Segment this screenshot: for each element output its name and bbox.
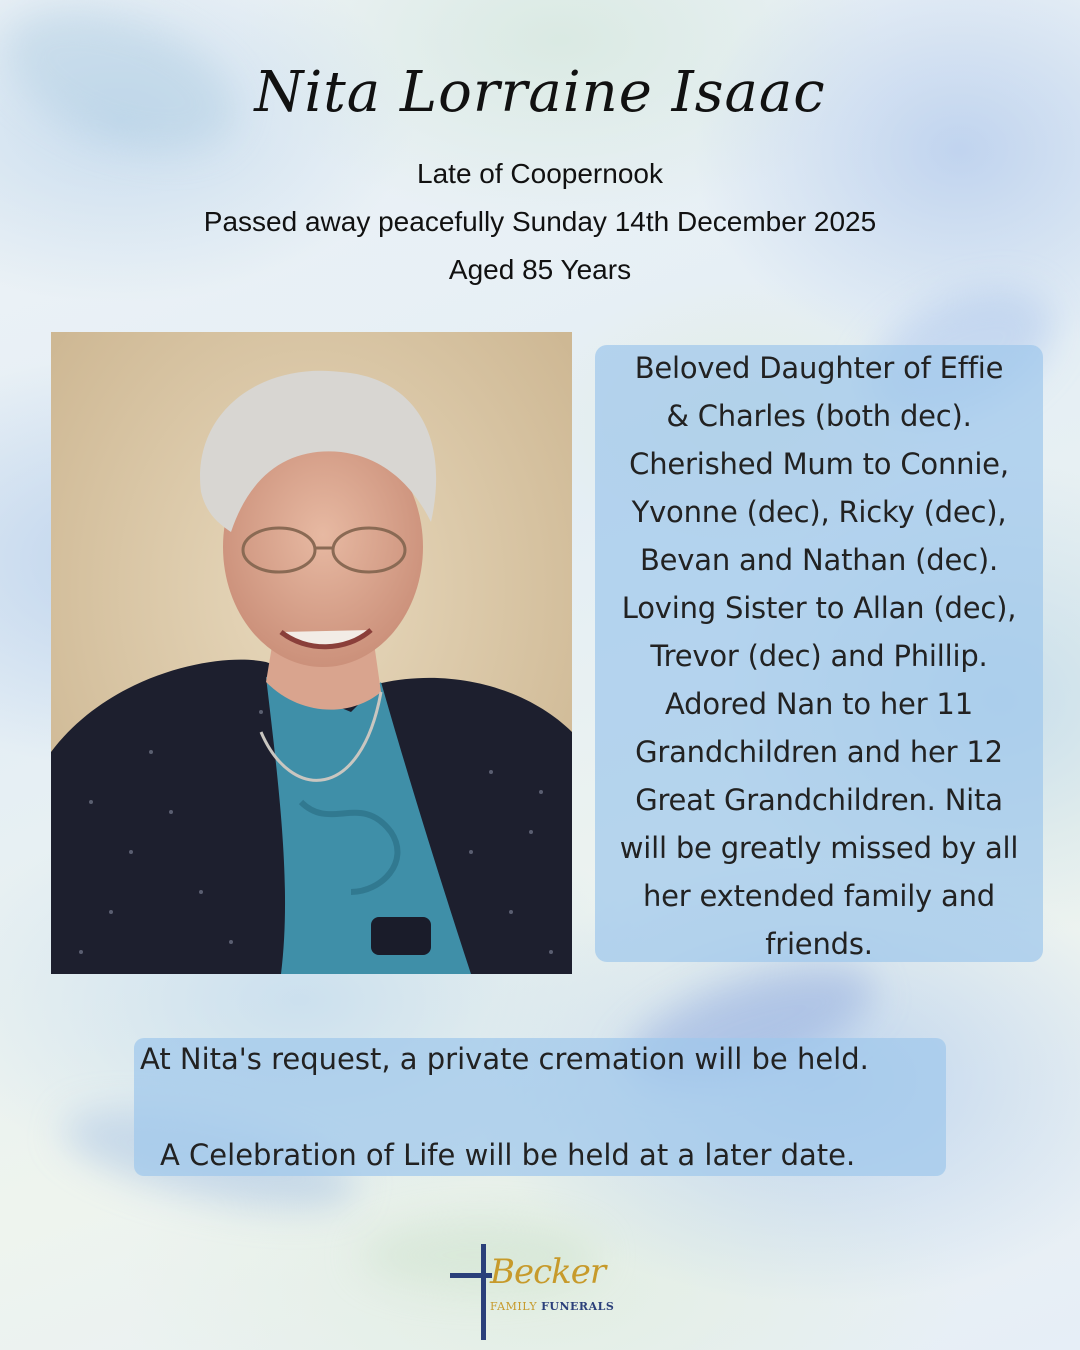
bio-line: Bevan and Nathan (dec). [639, 543, 999, 577]
logo-subtitle [490, 1300, 614, 1313]
bio-line: Grandchildren and her 12 [635, 735, 1003, 769]
bio-line: Loving Sister to Allan (dec), [621, 591, 1017, 625]
bio-line: Cherished Mum to Connie, [629, 447, 1009, 481]
bio-line: Yvonne (dec), Ricky (dec), [631, 495, 1007, 529]
cremation-notice: At Nita's request, a private cremation will be held. [140, 1042, 869, 1076]
bio-line: Beloved Daughter of Effie [634, 351, 1004, 385]
bio-line: Great Grandchildren. Nita [635, 783, 1003, 817]
header-details [0, 150, 1080, 294]
bio-line: Trevor (dec) and Phillip. [650, 639, 988, 673]
logo-sub-family: FAMILY [490, 1300, 538, 1313]
bio-line: & Charles (both dec). [666, 399, 972, 433]
celebration-notice: A Celebration of Life will be held at a later date. [160, 1138, 856, 1172]
deceased-name: Nita Lorraine Isaac [254, 60, 826, 125]
bio-line: Adored Nan to her 11 [665, 687, 973, 721]
funeral-home-logo [446, 1240, 626, 1345]
date-of-passing-line: Passed away peacefully Sunday 14th December 2025 [203, 206, 877, 237]
bio-line: her extended family and [642, 879, 995, 913]
bio-line: friends. [765, 927, 873, 961]
logo-sub-funerals: FUNERALS [541, 1300, 615, 1313]
residence-line: Late of Coopernook [417, 158, 663, 189]
logo-wordmark: Becker [490, 1252, 606, 1292]
portrait-photo [51, 332, 572, 974]
bio-line: will be greatly missed by all [619, 831, 1019, 865]
biography-text [595, 344, 1043, 968]
age-line: Aged 85 Years [448, 254, 632, 285]
